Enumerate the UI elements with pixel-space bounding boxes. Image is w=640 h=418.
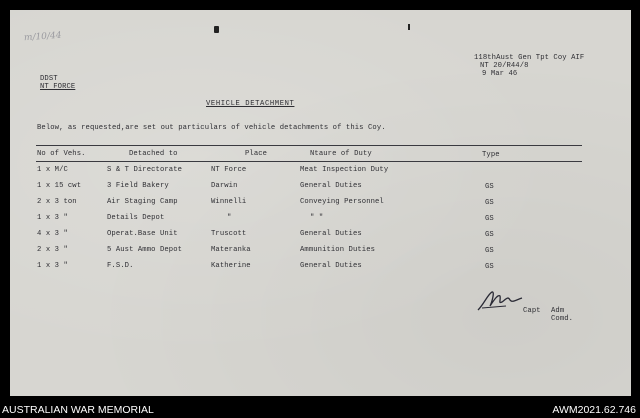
cell-place: NT Force (211, 166, 247, 174)
cell-place: Winnelli (211, 198, 247, 206)
table-top-rule (36, 145, 582, 146)
cell-type: GS (485, 231, 494, 239)
cell-detached-to: 5 Aust Ammo Depot (107, 246, 183, 254)
footer-institution: AUSTRALIAN WAR MEMORIAL (2, 404, 154, 416)
intro-paragraph: Below, as requested,are set out particulars of vehicle detachments of this Coy. (37, 124, 386, 132)
cell-detached-to: 3 Field Bakery (107, 182, 169, 190)
table-header-rule (36, 161, 582, 162)
header-cell: Place (245, 150, 268, 158)
punch-hole-mark (214, 26, 219, 33)
signatory-title: Adm (551, 307, 565, 315)
signature-scribble (476, 286, 524, 314)
unit-name: 118thAust Gen Tpt Coy AIF (474, 54, 585, 62)
signatory-rank: Capt (523, 307, 541, 315)
cell-type: GS (485, 199, 494, 207)
cell-duty: General Duties (300, 262, 362, 270)
cell-quantity: 1 x 3 " (37, 214, 68, 222)
header-cell: Detached to (129, 150, 178, 158)
cell-duty: Ammunition Duties (300, 246, 376, 254)
cell-quantity: 4 x 3 " (37, 230, 68, 238)
cell-detached-to: Operat.Base Unit (107, 230, 178, 238)
header-cell: Type (482, 151, 500, 159)
punch-hole-mark (408, 24, 410, 30)
cell-duty: General Duties (300, 230, 362, 238)
cell-place: " (227, 214, 232, 222)
cell-quantity: 1 x 15 cwt (37, 182, 82, 190)
cell-place: Darwin (211, 182, 238, 190)
cell-duty: Meat Inspection Duty (300, 166, 389, 174)
cell-duty: Conveying Personnel (300, 198, 384, 206)
cell-type: GS (485, 183, 494, 191)
cell-detached-to: S & T Directorate (107, 166, 183, 174)
subject-heading: VEHICLE DETACHMENT (206, 100, 295, 108)
addressee-line2: NT FORCE (40, 83, 76, 91)
cell-place: Materanka (211, 246, 251, 254)
document-date: 9 Mar 46 (482, 70, 518, 78)
header-cell: Ntaure of Duty (310, 150, 372, 158)
cell-detached-to: Air Staging Camp (107, 198, 178, 206)
addressee-line1: DDST (40, 75, 58, 83)
cell-type: GS (485, 215, 494, 223)
footer-accession-number: AWM2021.62.746 (552, 404, 636, 416)
cell-quantity: 1 x 3 " (37, 262, 68, 270)
handwritten-note: m/10/44 (23, 30, 62, 44)
cell-duty: " " (310, 214, 324, 222)
cell-place: Truscott (211, 230, 247, 238)
cell-detached-to: Details Depot (107, 214, 165, 222)
cell-quantity: 2 x 3 " (37, 246, 68, 254)
signatory-title: Comd. (551, 315, 574, 323)
cell-type: GS (485, 263, 494, 271)
file-reference: NT 20/R44/8 (480, 62, 529, 70)
cell-type: GS (485, 247, 494, 255)
document-page (10, 10, 631, 396)
cell-place: Katherine (211, 262, 251, 270)
cell-detached-to: F.S.D. (107, 262, 134, 270)
cell-duty: General Duties (300, 182, 362, 190)
header-cell: No of Vehs. (37, 150, 86, 158)
cell-quantity: 2 x 3 ton (37, 198, 77, 206)
cell-quantity: 1 x M/C (37, 166, 68, 174)
